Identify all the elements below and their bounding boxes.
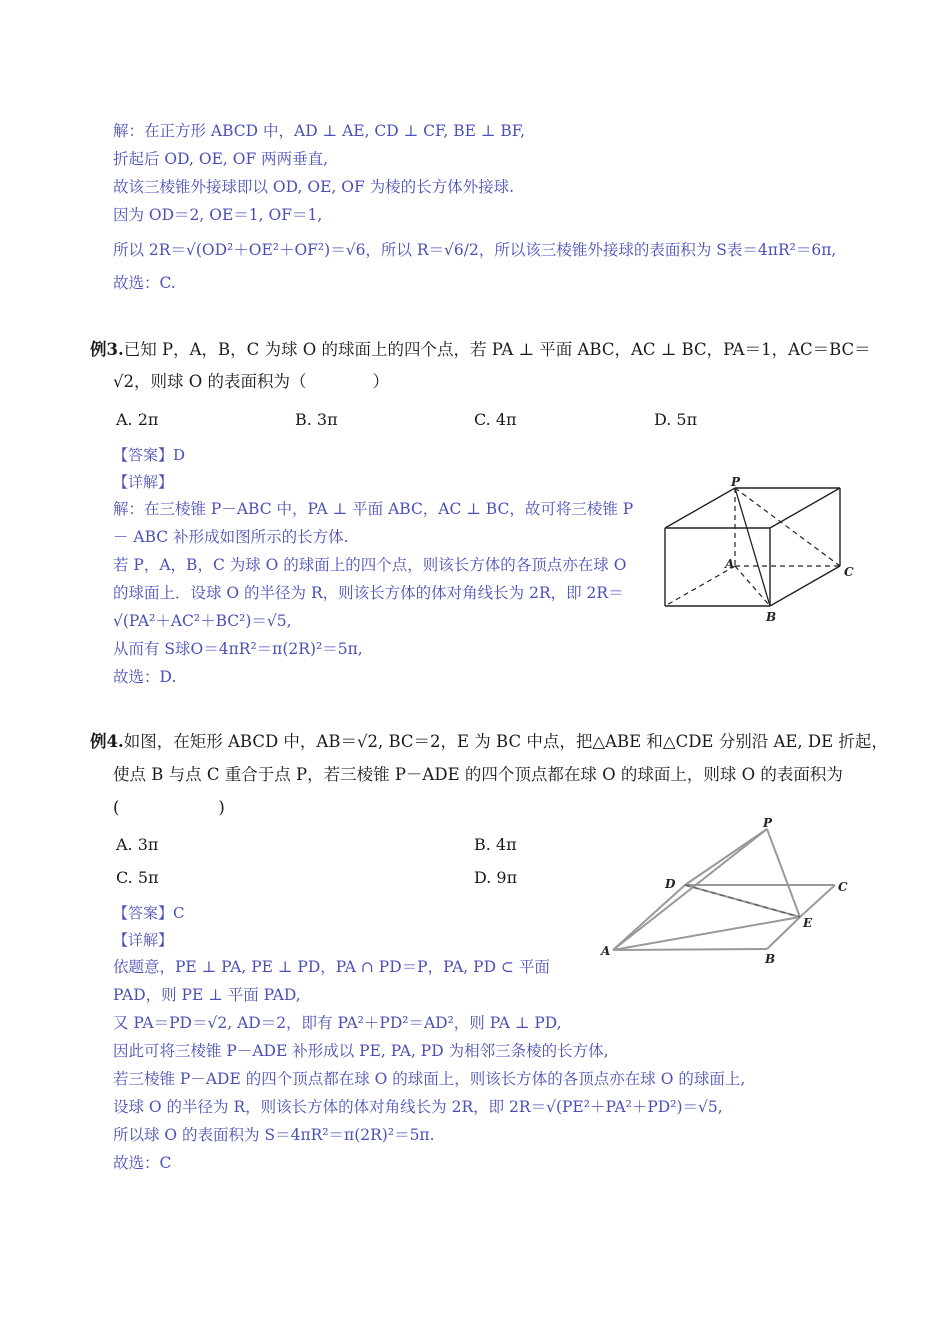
ex3-label-p: P [731,475,741,489]
ex3-label-c: C [844,565,854,579]
ex3-solution-line-6: 从而有 S球O＝4πR²＝π(2R)²＝5π, [113,640,363,658]
ex4-question-line-1 [90,731,888,753]
ex3-solution-line-7: 故选：D. [113,668,177,686]
ex4-option-a: A. 3π [116,835,159,854]
ex3-option-b: B. 3π [295,410,338,429]
ex3-solution-line-5: √(PA²＋AC²＋BC²)＝√5, [113,612,292,630]
ex3-solution-line-1: 解：在三棱锥 P－ABC 中，PA ⊥ 平面 ABC，AC ⊥ BC，故可将三棱锥 P [113,500,634,518]
ex4-solution-line-3: 又 PA＝PD＝√2, AD＝2，即有 PA²＋PD²＝AD²，则 PA ⊥ PD, [113,1014,562,1032]
sol2-line-1: 解：在正方形 ABCD 中，AD ⊥ AE, CD ⊥ CF, BE ⊥ BF, [113,122,525,140]
ex4-label-c: C [838,880,848,894]
ex3-answer-tag: 【答案】D [113,446,186,464]
ex4-solution-line-4: 因此可将三棱锥 P－ADE 补形成以 PE, PA, PD 为相邻三条棱的长方体, [113,1042,609,1060]
ex3-question-line-2: √2，则球 O 的表面积为（ ） [113,372,390,391]
ex3-solution-line-3: 若 P，A，B，C 为球 O 的球面上的四个点，则该长方体的各顶点亦在球 O [113,556,627,574]
ex4-solution-line-5: 若三棱锥 P－ADE 的四个顶点都在球 O 的球面上，则该长方体的各顶点亦在球 O 的球面上, [113,1070,746,1088]
ex4-question-line-2: 使点 B 与点 C 重合于点 P，若三棱锥 P－ADE 的四个顶点都在球 O 的球面上，则球 O 的表面积为 [113,765,843,784]
ex3-heading: 例3. [90,340,124,359]
ex4-solution-line-1: 依题意，PE ⊥ PA, PE ⊥ PD，PA ∩ PD＝P，PA, PD ⊂ 平面 [113,958,550,976]
ex3-question-line-1 [90,339,871,361]
ex4-fold-figure [595,815,855,965]
ex4-option-d: D. 9π [474,868,518,887]
ex4-heading: 例4. [90,732,124,751]
ex3-solution-line-4: 的球面上．设球 O 的半径为 R，则该长方体的体对角线长为 2R，即 2R＝ [113,584,624,602]
ex3-detail-tag: 【详解】 [113,473,174,491]
ex3-solution-line-2: － ABC 补形成如图所示的长方体. [113,528,349,546]
ex3-question-text-1: 已知 P，A，B，C 为球 O 的球面上的四个点，若 PA ⊥ 平面 ABC，AC ⊥ BC，PA＝1，AC＝BC＝ [123,340,871,359]
ex4-label-e: E [803,916,813,930]
ex4-answer-tag: 【答案】C [113,904,185,922]
sol2-line-2: 折起后 OD, OE, OF 两两垂直, [113,150,329,168]
ex4-label-p: P [763,816,773,830]
sol2-line-5: 所以 2R＝√(OD²＋OE²＋OF²)＝√6，所以 R＝√6/2，所以该三棱锥外接球的表面积为 S表＝4πR²＝6π, [113,241,837,259]
ex3-label-b: B [766,610,777,624]
ex4-question-text-1: 如图，在矩形 ABCD 中，AB＝√2, BC＝2，E 为 BC 中点，把△ABE 和△CDE 分别沿 AE, DE 折起， [123,732,888,751]
ex3-option-d: D. 5π [654,410,698,429]
ex3-option-c: C. 4π [474,410,517,429]
ex4-solution-line-8: 故选：C [113,1154,172,1172]
ex3-option-a: A. 2π [116,410,159,429]
ex4-option-b: B. 4π [474,835,517,854]
ex4-label-d: D [665,877,676,891]
ex4-solution-line-7: 所以球 O 的表面积为 S＝4πR²＝π(2R)²＝5π. [113,1126,435,1144]
sol2-line-6: 故选：C. [113,274,176,292]
ex4-option-c: C. 5π [116,868,159,887]
ex4-solution-line-6: 设球 O 的半径为 R，则该长方体的体对角线长为 2R，即 2R＝√(PE²＋PA²＋PD²)＝√5, [113,1098,723,1116]
ex4-detail-tag: 【详解】 [113,931,174,949]
ex3-cuboid-figure [655,470,865,630]
sol2-line-4: 因为 OD＝2, OE＝1, OF＝1, [113,206,323,224]
sol2-line-3: 故该三棱锥外接球即以 OD, OE, OF 为棱的长方体外接球. [113,178,515,196]
ex4-label-b: B [765,952,776,965]
ex3-label-a: A [725,557,735,571]
ex4-solution-line-2: PAD，则 PE ⊥ 平面 PAD, [113,986,301,1004]
ex4-question-line-3: ( ) [113,798,225,817]
ex4-label-a: A [601,944,611,958]
